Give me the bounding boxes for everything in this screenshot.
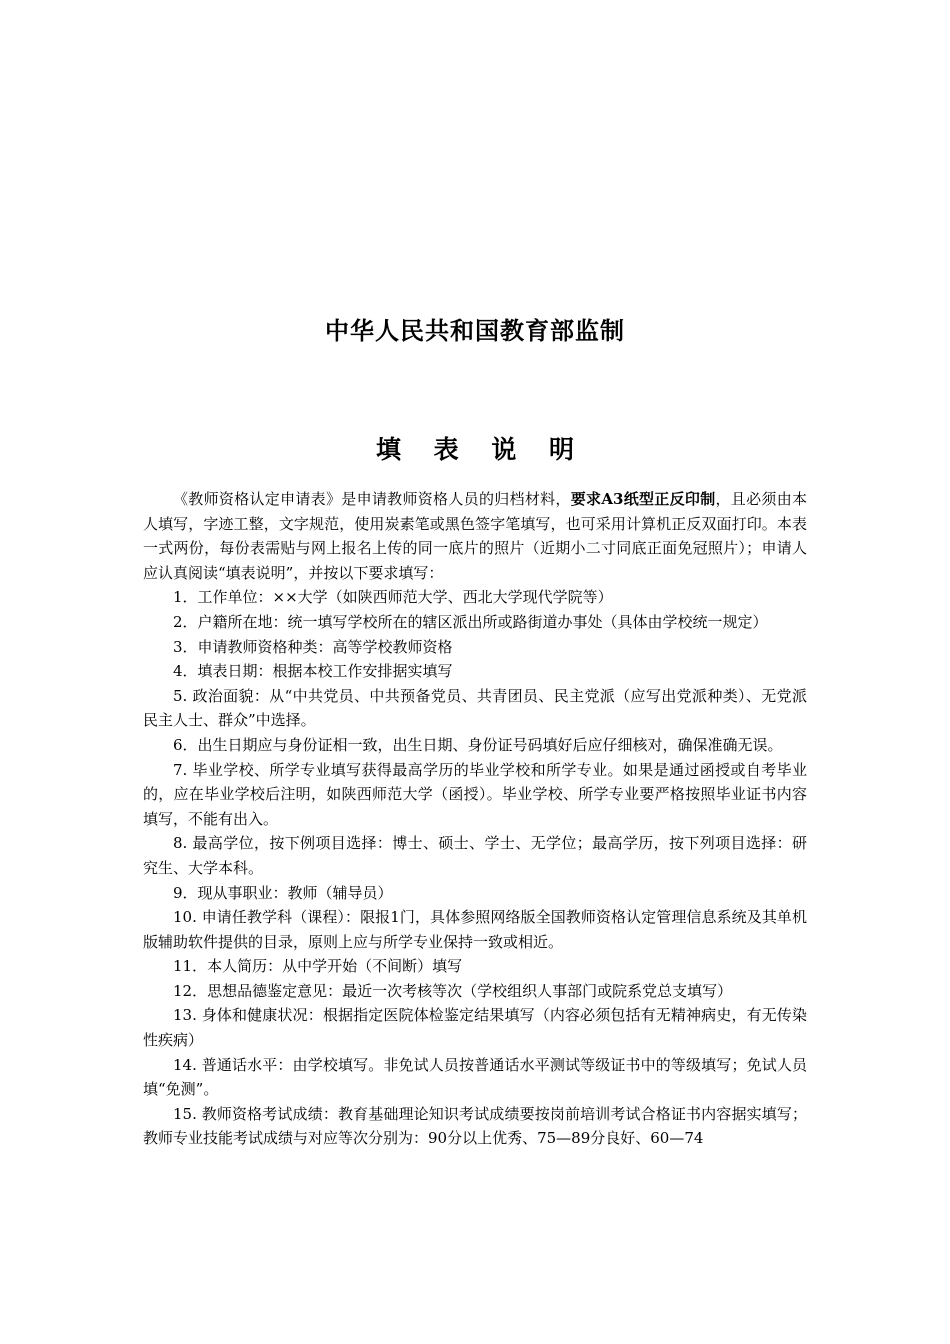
instruction-item-8: 8. 最高学位，按下例项目选择：博士、硕士、学士、无学位；最高学历，按下列项目选择：研究生、大学本科。 xyxy=(143,834,807,877)
instruction-item-5: 5. 政治面貌：从“中共党员、中共预备党员、共青团员、民主党派（应写出党派种类）、无党派民主人士、群众”中选择。 xyxy=(143,686,807,730)
instruction-item-11: 11．本人简历：从中学开始（不间断）填写 xyxy=(173,957,463,976)
intro-paragraph xyxy=(143,487,807,585)
intro-text-before: 《教师资格认定申请表》是申请教师资格人员的归档材料， xyxy=(173,490,571,508)
instructions-body xyxy=(143,487,807,1151)
instruction-item-7: 7. 毕业学校、所学专业填写获得最高学历的毕业学校和所学专业。如果是通过函授或自考毕业的，应在毕业学校后注明，如陕西师范大学（函授）。毕业学校、所学专业要严格按照毕业证书内容填写，不能有出入。 xyxy=(143,760,807,828)
instruction-item-14: 14. 普通话水平：由学校填写。非免试人员按普通话水平测试等级证书中的等级填写；免试人员填“免测”。 xyxy=(143,1055,807,1099)
supervisor-line: 中华人民共和国教育部监制 xyxy=(325,316,625,345)
instruction-item-9: 9．现从事职业：教师（辅导员） xyxy=(173,883,393,902)
section-heading: 填 表 说 明 xyxy=(375,435,587,464)
instruction-item-10: 10. 申请任教学科（课程）：限报1门，具体参照网络版全国教师资格认定管理信息系统及其单机版辅助软件提供的目录，原则上应与所学专业保持一致或相近。 xyxy=(143,908,807,951)
instruction-item-1: 1．工作单位：××大学（如陕西师范大学、西北大学现代学院等） xyxy=(173,588,613,607)
intro-text-after: ，且必须由本人填写，字迹工整，文字规范，使用炭素笔或黑色签字笔填写，也可采用计算机正反双面打印。本表一式两份，每份表需贴与网上报名上传的同一底片的照片（近期小二寸同底正面免冠照片）；申请人应认真阅读“填表说明”，并按以下要求填写： xyxy=(143,490,807,582)
instruction-item-3: 3．申请教师资格种类：高等学校教师资格 xyxy=(173,637,453,656)
instruction-item-12: 12．思想品德鉴定意见：最近一次考核等次（学校组织人事部门或院系党总支填写） xyxy=(173,981,733,1000)
instruction-item-4: 4．填表日期：根据本校工作安排据实填写 xyxy=(173,662,453,681)
instruction-item-15: 15. 教师资格考试成绩：教育基础理论知识考试成绩要按岗前培训考试合格证书内容据实填写；教师专业技能考试成绩与对应等次分别为：90分以上优秀、75—89分良好、60—74 xyxy=(143,1104,807,1148)
instruction-item-6: 6．出生日期应与身份证相一致，出生日期、身份证号码填好后应仔细核对，确保准确无误。 xyxy=(173,735,783,754)
instruction-item-13: 13. 身体和健康状况：根据指定医院体检鉴定结果填写（内容必须包括有无精神病史，有无传染性疾病） xyxy=(143,1006,807,1050)
intro-text-bold: 要求A3纸型正反印制 xyxy=(570,490,716,508)
instruction-item-2: 2．户籍所在地：统一填写学校所在的辖区派出所或路街道办事处（具体由学校统一规定） xyxy=(173,612,768,631)
